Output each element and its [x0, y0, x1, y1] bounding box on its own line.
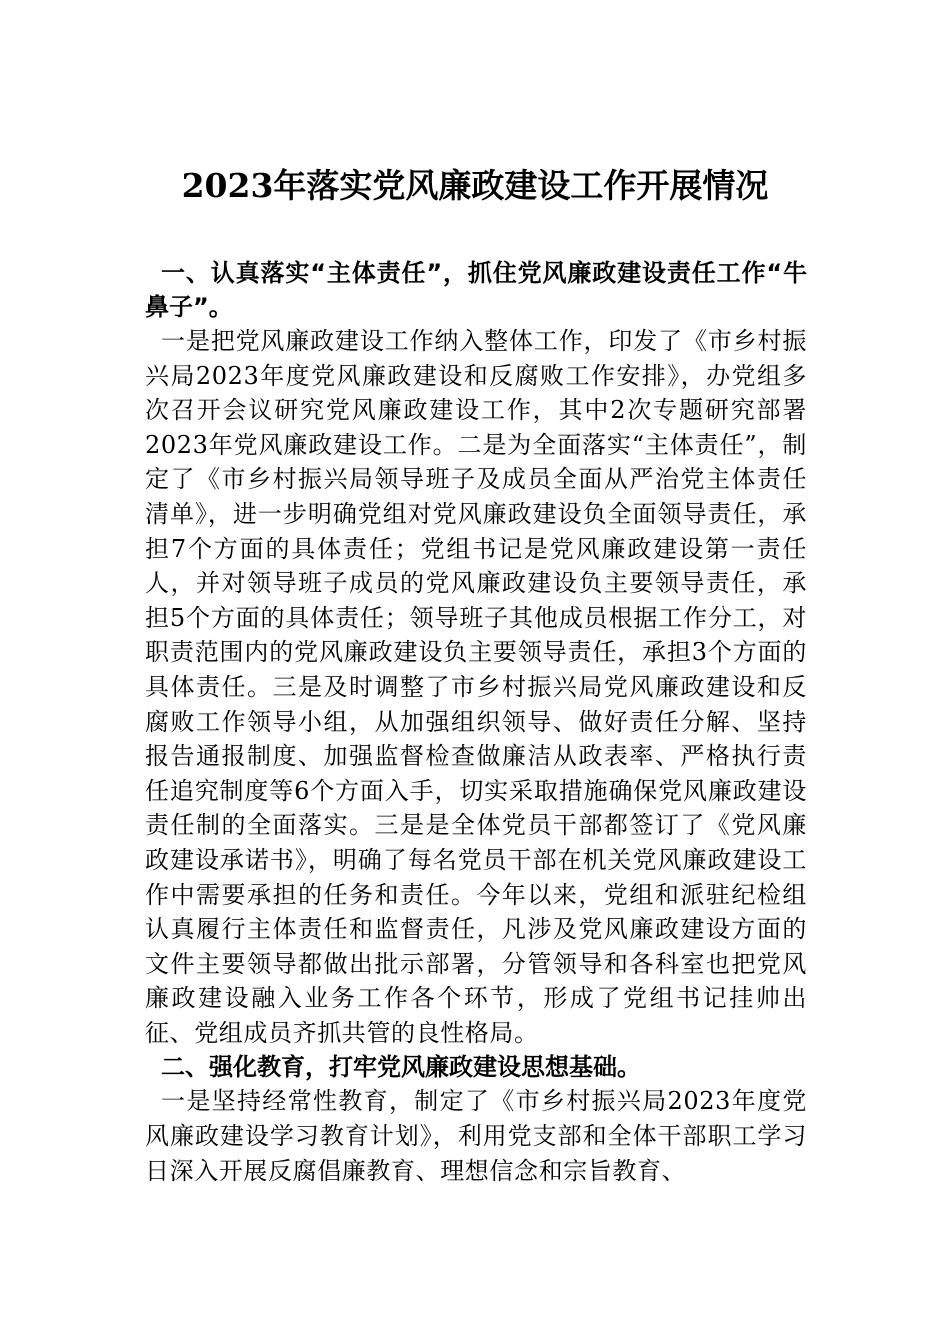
document-body	[145, 256, 807, 1188]
section-2-paragraph: 一是坚持经常性教育，制定了《市乡村振兴局2023年度党风廉政建设学习教育计划》，利用党支部和全体干部职工学习日深入开展反腐倡廉教育、理想信念和宗旨教育、	[145, 1087, 807, 1185]
document-title: 2023年落实党风廉政建设工作开展情况	[181, 166, 769, 205]
section-1-heading: 一、认真落实“主体责任”，抓住党风廉政建设责任工作“牛鼻子”。	[145, 259, 807, 321]
section-1-paragraph: 一是把党风廉政建设工作纳入整体工作，印发了《市乡村振兴局2023年度党风廉政建设和反腐败工作安排》，办党组多次召开会议研究党风廉政建设工作，其中2次专题研究部署2023年党风廉政建设工作。二是为全面落实“主体责任”，制定了《市乡村振兴局领导班子及成员全面从严治党主体责任清单》，进一步明确党组对党风廉政建设负全面领导责任，承担7个方面的具体责任；党组书记是党风廉政建设第一责任人，并对领导班子成员的党风廉政建设负主要领导责任，承担5个方面的具体责任；领导班子其他成员根据工作分工，对职责范围内的党风廉政建设负主要领导责任，承担3个方面的具体责任。三是及时调整了市乡村振兴局党风廉政建设和反腐败工作领导小组，从加强组织领导、做好责任分解、坚持报告通报制度、加强监督检查做廉洁从政表率、严格执行责任追究制度等6个方面入手，切实采取措施确保党风廉政建设责任制的全面落实。三是是全体党员干部都签订了《党风廉政建设承诺书》，明确了每名党员干部在机关党风廉政建设工作中需要承担的任务和责任。今年以来，党组和派驻纪检组认真履行主体责任和监督责任，凡涉及党风廉政建设方面的文件主要领导都做出批示部署，分管领导和各科室也把党风廉政建设融入业务工作各个环节，形成了党组书记挂帅出征、党组成员齐抓共管的良性格局。	[145, 327, 807, 1047]
section-2-heading: 二、强化教育，打牢党风廉政建设思想基础。	[161, 1053, 641, 1082]
